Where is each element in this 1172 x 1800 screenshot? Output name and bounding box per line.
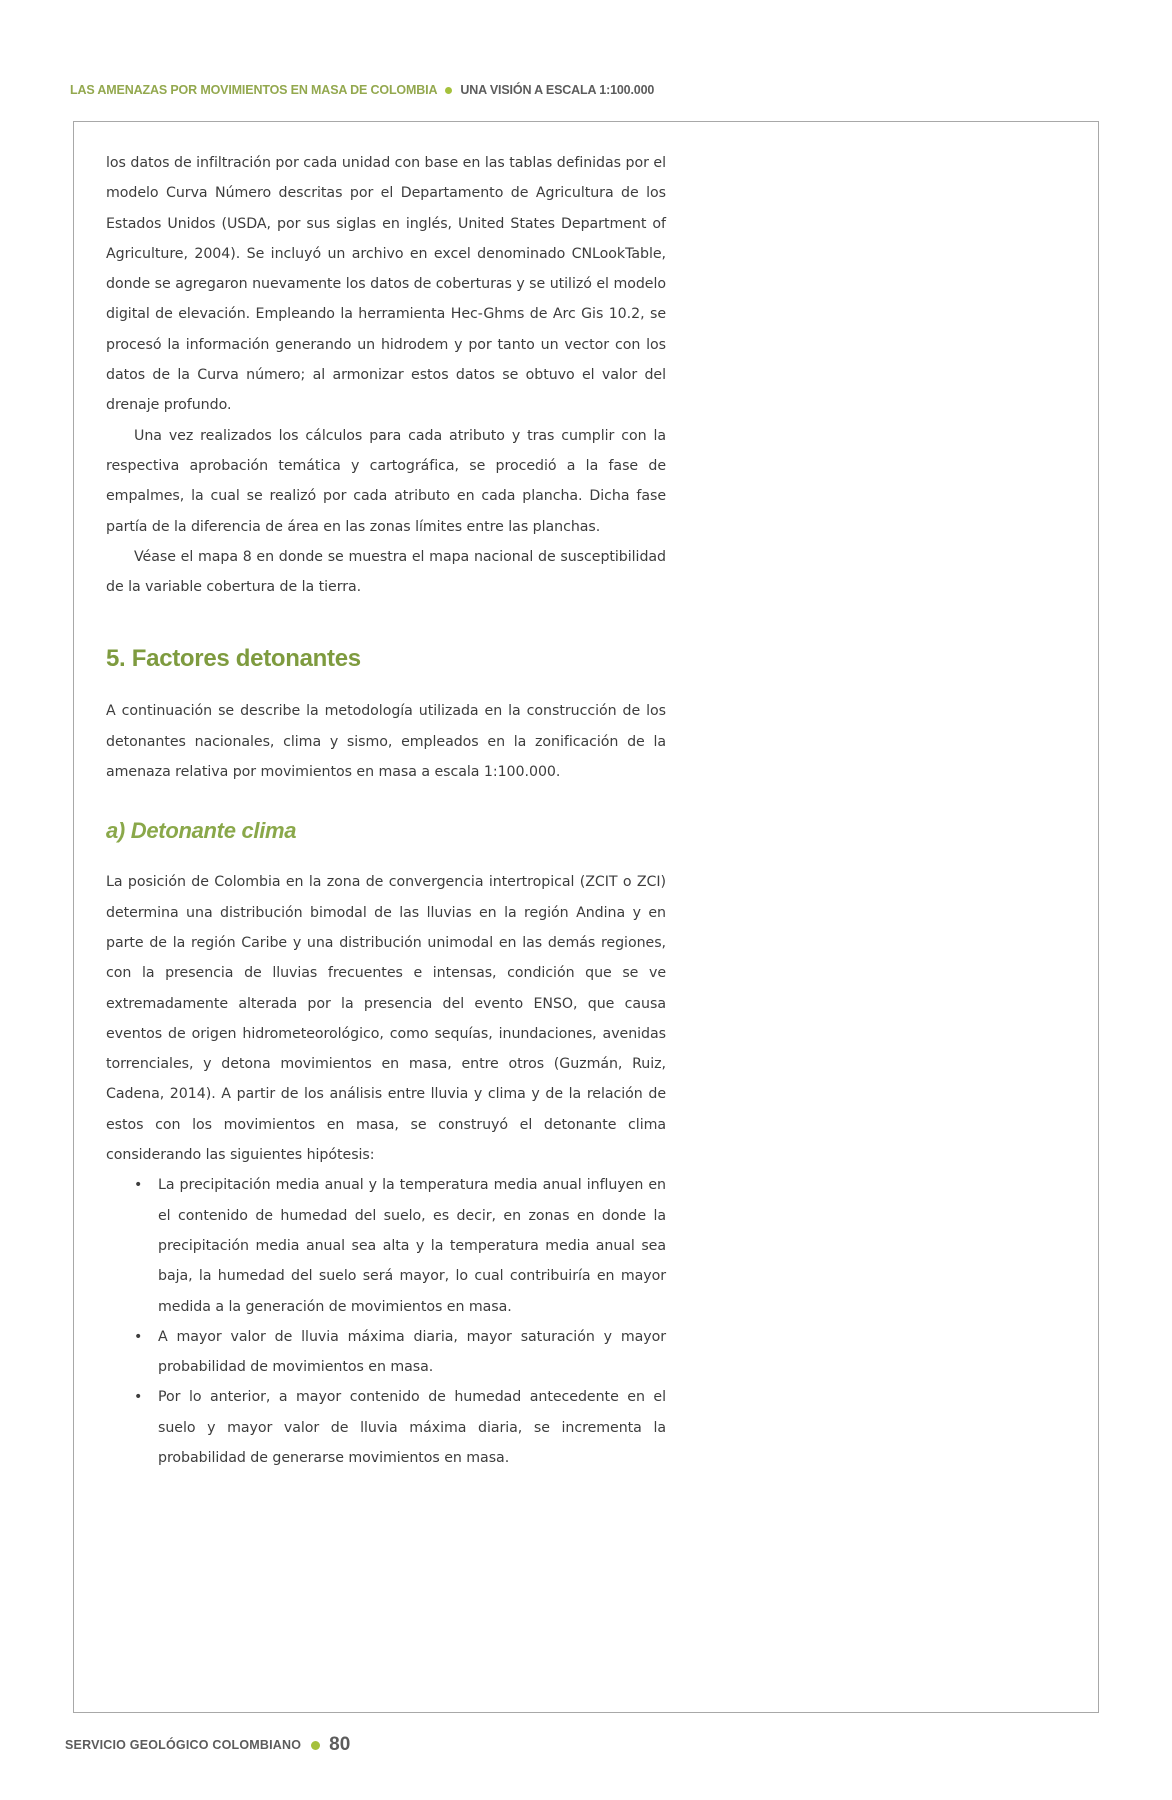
section-heading: 5. Factores detonantes [106,645,361,673]
subsection-heading: a) Detonante clima [106,818,297,844]
subsection-paragraph: La posición de Colombia en la zona de convergencia intertropical (ZCIT o ZCI) determina una distribución bimodal de las lluvias en la región Andina y en parte de la región Caribe y una distribución unimodal en las demás regiones, con la presencia de lluvias frecuentes e intensas, condición que se ve extremadamente alterada por la presencia del evento ENSO, que causa eventos de origen hidrometeorológico, como sequías, inundaciones, avenidas torrenciales, y detona movimientos en masa, entre otros (Guzmán, Ruiz, Cadena, 2014). A partir de los análisis entre lluvia y clima y de la relación de estos con los movimientos en masa, se construyó el detonante clima considerando las siguientes hipótesis: [106,874,666,1164]
text-column [106,148,666,1473]
list-item-text: A mayor valor de lluvia máxima diaria, mayor saturación y mayor probabilidad de movimientos en masa. [158,1328,666,1376]
hypotheses-list [106,1170,666,1473]
list-item [106,1170,666,1321]
paragraph-3: Véase el mapa 8 en donde se muestra el mapa nacional de susceptibilidad de la variable cobertura de la tierra. [106,548,666,596]
spacer [106,602,666,644]
running-head-title-right: UNA VISIÓN A ESCALA 1:100.000 [460,83,655,97]
running-head [70,83,654,97]
section-intro-paragraph: A continuación se describe la metodología utilizada en la construcción de los detonantes nacionales, clima y sismo, empleados en la zonificación de la amenaza relativa por movimientos en masa a escala 1:100.000. [106,703,666,781]
list-item-text: Por lo anterior, a mayor contenido de humedad antecedente en el suelo y mayor valor de lluvia máxima diaria, se incrementa la probabilidad de generarse movimientos en masa. [158,1389,666,1466]
list-item-text: La precipitación media anual y la temperatura media anual influyen en el contenido de humedad del suelo, es decir, en zonas en donde la precipitación media anual sea alta y la temperatura media anual sea baja, la humedad del suelo será mayor, lo cual contribuiría en mayor medida a la generación de movimientos en masa. [158,1177,666,1315]
spacer [106,845,666,867]
running-head-title-left: LAS AMENAZAS POR MOVIMIENTOS EN MASA DE COLOMBIA [70,83,438,97]
list-item [106,1382,666,1473]
spacer [106,674,666,696]
footer-institution: SERVICIO GEOLÓGICO COLOMBIANO [65,1738,302,1752]
bullet-icon: • [134,1328,143,1345]
paragraph-1: los datos de infiltración por cada unidad con base en las tablas definidas por el modelo Curva Número descritas por el Departamento de Agricultura de los Estados Unidos (USDA, por sus siglas en inglés, United States Department of Agriculture, 2004). Se incluyó un archivo en excel denominado CNLookTable, donde se agregaron nuevamente los datos de coberturas y se utilizó el modelo digital de elevación. Empleando la herramienta Hec-Ghms de Arc Gis 10.2, se procesó la información generando un hidrodem y por tanto un vector con los datos de la Curva número; al armonizar estos datos se obtuvo el valor del drenaje profundo. [106,155,666,414]
bullet-dot-icon [311,1741,320,1750]
page-number: 80 [329,1734,351,1755]
page-footer [65,1734,350,1756]
bullet-icon: • [134,1177,143,1194]
bullet-icon: • [134,1389,143,1406]
paragraph-2: Una vez realizados los cálculos para cada atributo y tras cumplir con la respectiva aprobación temática y cartográfica, se procedió a la fase de empalmes, la cual se realizó por cada atributo en cada plancha. Dicha fase partía de la diferencia de área en las zonas límites entre las planchas. [106,427,666,535]
spacer [106,787,666,817]
list-item [106,1322,666,1383]
bullet-dot-icon [445,87,452,94]
